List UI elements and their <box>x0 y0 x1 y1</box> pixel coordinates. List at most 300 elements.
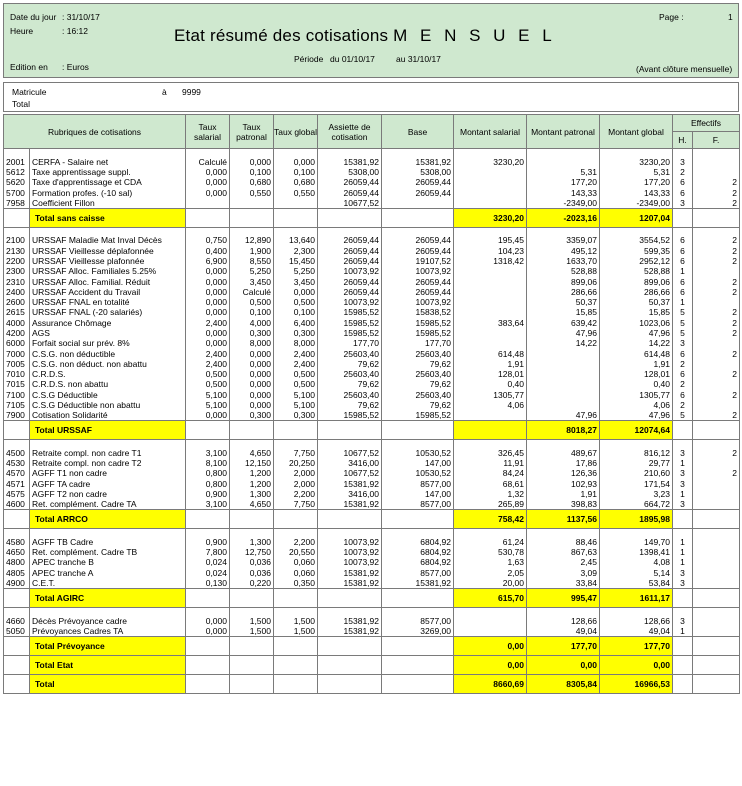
spacer-cell <box>693 149 740 157</box>
total-empty <box>230 421 274 440</box>
matricule-value: 9999 <box>182 87 201 97</box>
row-montant-salarial <box>454 187 527 197</box>
row-code: 7005 <box>4 359 30 369</box>
total-montant-global: 177,70 <box>600 636 673 655</box>
row-taux-global: 1,500 <box>274 615 318 625</box>
total-empty <box>693 510 740 529</box>
row-code: 7900 <box>4 410 30 421</box>
row-montant-patronal: 47,96 <box>527 410 600 421</box>
row-effectif-f <box>693 578 740 589</box>
total-montant-global: 12074,64 <box>600 421 673 440</box>
row-base: 25603,40 <box>382 390 454 400</box>
row-effectif-h: 5 <box>673 318 693 328</box>
total-label: Total ARRCO <box>30 510 186 529</box>
spacer-cell <box>186 529 230 537</box>
total-montant-global: 1611,17 <box>600 588 673 607</box>
row-effectif-h: 3 <box>673 468 693 478</box>
row-assiette: 79,62 <box>318 400 382 410</box>
row-montant-salarial: 2,05 <box>454 568 527 578</box>
row-effectif-f: 2 <box>693 256 740 266</box>
spacer-cell <box>527 149 600 157</box>
spacer-cell <box>673 149 693 157</box>
row-effectif-h: 2 <box>673 379 693 389</box>
total-empty <box>274 421 318 440</box>
row-montant-global: 286,66 <box>600 287 673 297</box>
row-base: 147,00 <box>382 489 454 499</box>
total-montant-global: 0,00 <box>600 655 673 674</box>
row-taux-patronal: 1,200 <box>230 479 274 489</box>
table-row <box>4 157 740 167</box>
spacer-cell <box>382 529 454 537</box>
total-row <box>4 208 740 227</box>
row-label: C.S.G. non déduct. non abattu <box>30 359 186 369</box>
row-effectif-f <box>693 499 740 510</box>
row-code: 2300 <box>4 266 30 276</box>
row-montant-salarial: 1,63 <box>454 557 527 567</box>
row-code: 2001 <box>4 157 30 167</box>
row-taux-patronal: 1,500 <box>230 615 274 625</box>
row-taux-salarial: 7,800 <box>186 547 230 557</box>
edition-label: Edition en <box>10 62 48 72</box>
total-empty <box>186 208 230 227</box>
row-base: 15985,52 <box>382 328 454 338</box>
row-taux-global: 7,750 <box>274 448 318 458</box>
table-header <box>4 115 740 149</box>
row-code: 2400 <box>4 287 30 297</box>
row-effectif-f: 2 <box>693 390 740 400</box>
spacer-cell <box>673 440 693 448</box>
total-row <box>4 655 740 674</box>
row-label: AGFF TB Cadre <box>30 537 186 547</box>
row-assiette: 25603,40 <box>318 390 382 400</box>
spacer-cell <box>4 440 30 448</box>
row-effectif-f <box>693 458 740 468</box>
total-montant-salarial: 3230,20 <box>454 208 527 227</box>
row-montant-salarial: 1305,77 <box>454 390 527 400</box>
row-effectif-h: 1 <box>673 266 693 276</box>
row-montant-salarial <box>454 167 527 177</box>
effectifs-f-label: F. <box>712 135 720 145</box>
row-effectif-f <box>693 167 740 177</box>
row-montant-global: 15,85 <box>600 307 673 317</box>
col-effectifs <box>673 115 740 149</box>
table-row <box>4 379 740 389</box>
edition-value: : Euros <box>62 62 89 72</box>
row-taux-patronal: 0,100 <box>230 307 274 317</box>
row-montant-global: 599,35 <box>600 245 673 255</box>
row-taux-patronal: 0,000 <box>230 348 274 358</box>
row-base: 26059,44 <box>382 187 454 197</box>
col-assiette: Assiette de cotisation <box>318 115 382 149</box>
row-code: 2600 <box>4 297 30 307</box>
row-code: 4800 <box>4 557 30 567</box>
row-taux-patronal: 8,000 <box>230 338 274 348</box>
row-effectif-h: 6 <box>673 348 693 358</box>
row-taux-global: 2,300 <box>274 245 318 255</box>
spacer-cell <box>186 607 230 615</box>
row-montant-global: 49,04 <box>600 626 673 637</box>
row-label: URSSAF Alloc. Familiales 5.25% <box>30 266 186 276</box>
total-empty <box>382 636 454 655</box>
row-taux-patronal: 1,300 <box>230 537 274 547</box>
total-row <box>4 421 740 440</box>
total-montant-salarial: 0,00 <box>454 655 527 674</box>
row-label: Retraite compl. non cadre T1 <box>30 448 186 458</box>
time-label: Heure <box>10 26 34 36</box>
row-code: 2615 <box>4 307 30 317</box>
spacer-cell <box>30 440 186 448</box>
spacer-cell <box>230 149 274 157</box>
total-empty <box>230 208 274 227</box>
total-empty <box>382 421 454 440</box>
row-montant-salarial: 3230,20 <box>454 157 527 167</box>
row-montant-global: 816,12 <box>600 448 673 458</box>
row-assiette: 15381,92 <box>318 479 382 489</box>
row-base: 10073,92 <box>382 266 454 276</box>
total-empty <box>230 655 274 674</box>
row-montant-patronal: 398,83 <box>527 499 600 510</box>
row-montant-salarial: 265,89 <box>454 499 527 510</box>
row-assiette: 10677,52 <box>318 468 382 478</box>
total-empty <box>186 655 230 674</box>
table-row <box>4 458 740 468</box>
table-row <box>4 568 740 578</box>
row-taux-salarial: 2,400 <box>186 359 230 369</box>
date-label: Date du jour <box>10 12 57 22</box>
spacer-cell <box>600 149 673 157</box>
row-base: 79,62 <box>382 400 454 410</box>
total-montant-salarial: 0,00 <box>454 636 527 655</box>
row-taux-global: 5,250 <box>274 266 318 276</box>
report-type: M E N S U E L <box>393 26 556 45</box>
row-taux-global: 0,500 <box>274 369 318 379</box>
row-montant-global: 53,84 <box>600 578 673 589</box>
row-effectif-f: 2 <box>693 410 740 421</box>
spacer-cell <box>4 607 30 615</box>
table-row <box>4 448 740 458</box>
row-taux-patronal: 1,200 <box>230 468 274 478</box>
row-effectif-f: 2 <box>693 276 740 286</box>
row-effectif-f <box>693 266 740 276</box>
spacer-cell <box>230 227 274 235</box>
row-base: 26059,44 <box>382 177 454 187</box>
row-taux-global: 0,500 <box>274 297 318 307</box>
row-montant-patronal: 143,33 <box>527 187 600 197</box>
row-montant-patronal: -2349,00 <box>527 198 600 209</box>
row-montant-salarial: 326,45 <box>454 448 527 458</box>
table-row <box>4 547 740 557</box>
row-montant-global: 5,14 <box>600 568 673 578</box>
row-code: 7000 <box>4 348 30 358</box>
row-taux-salarial: 0,800 <box>186 479 230 489</box>
row-taux-patronal: 1,300 <box>230 489 274 499</box>
row-montant-salarial: 4,06 <box>454 400 527 410</box>
row-montant-global: 14,22 <box>600 338 673 348</box>
row-base: 8577,00 <box>382 479 454 489</box>
total-empty <box>274 208 318 227</box>
page-label: Page : <box>659 12 684 22</box>
matricule-label: Matricule <box>12 87 47 97</box>
row-code: 4575 <box>4 489 30 499</box>
row-montant-global: 1023,06 <box>600 318 673 328</box>
row-montant-global: 1,91 <box>600 359 673 369</box>
spacer-cell <box>318 607 382 615</box>
row-montant-salarial <box>454 198 527 209</box>
total-row <box>4 674 740 693</box>
row-taux-patronal: 0,036 <box>230 568 274 578</box>
row-effectif-f: 2 <box>693 198 740 209</box>
row-base: 26059,44 <box>382 287 454 297</box>
table-row <box>4 328 740 338</box>
row-base: 10530,52 <box>382 468 454 478</box>
row-label: AGS <box>30 328 186 338</box>
total-label: Total Etat <box>30 655 186 674</box>
row-taux-global: 5,100 <box>274 400 318 410</box>
row-effectif-h: 3 <box>673 448 693 458</box>
row-taux-global: 2,400 <box>274 359 318 369</box>
row-effectif-f <box>693 489 740 499</box>
spacer-cell <box>382 607 454 615</box>
row-label: Ret. complément. Cadre TB <box>30 547 186 557</box>
total-empty <box>382 510 454 529</box>
row-taux-salarial: 0,750 <box>186 235 230 245</box>
row-label: URSSAF Vieillesse plafonnée <box>30 256 186 266</box>
row-montant-global: 0,40 <box>600 379 673 389</box>
row-base: 25603,40 <box>382 369 454 379</box>
row-assiette: 177,70 <box>318 338 382 348</box>
row-montant-salarial <box>454 615 527 625</box>
row-code: 4660 <box>4 615 30 625</box>
row-base: 5308,00 <box>382 167 454 177</box>
row-label: Forfait social sur prév. 8% <box>30 338 186 348</box>
row-effectif-f <box>693 379 740 389</box>
row-base: 8577,00 <box>382 615 454 625</box>
table-row <box>4 489 740 499</box>
total-empty <box>318 208 382 227</box>
table-row <box>4 537 740 547</box>
spacer-row <box>4 607 740 615</box>
row-label: Ret. complément. Cadre TA <box>30 499 186 510</box>
period-to: au 31/10/17 <box>396 54 441 64</box>
row-base: 79,62 <box>382 359 454 369</box>
row-taux-patronal: 12,750 <box>230 547 274 557</box>
row-taux-salarial: 0,000 <box>186 328 230 338</box>
total-empty <box>274 655 318 674</box>
spacer-cell <box>318 529 382 537</box>
table-row <box>4 348 740 358</box>
spacer-cell <box>693 529 740 537</box>
row-montant-patronal: 899,06 <box>527 276 600 286</box>
row-taux-global: 2,000 <box>274 468 318 478</box>
total-montant-patronal: 8018,27 <box>527 421 600 440</box>
total-montant-patronal: 1137,56 <box>527 510 600 529</box>
spacer-cell <box>673 529 693 537</box>
spacer-cell <box>318 227 382 235</box>
row-taux-salarial: 6,900 <box>186 256 230 266</box>
total-empty <box>318 636 382 655</box>
row-montant-patronal: 126,36 <box>527 468 600 478</box>
row-taux-patronal: 0,000 <box>230 390 274 400</box>
total-empty <box>673 588 693 607</box>
spacer-cell <box>382 149 454 157</box>
row-taux-salarial: 2,400 <box>186 318 230 328</box>
cotisations-table <box>3 114 740 694</box>
row-assiette: 15381,92 <box>318 568 382 578</box>
row-montant-patronal: 867,63 <box>527 547 600 557</box>
row-effectif-f <box>693 359 740 369</box>
row-effectif-h: 1 <box>673 547 693 557</box>
row-effectif-f: 2 <box>693 177 740 187</box>
total-spacer <box>4 588 30 607</box>
row-montant-patronal <box>527 390 600 400</box>
row-effectif-h: 3 <box>673 157 693 167</box>
row-montant-global: 128,01 <box>600 369 673 379</box>
table-row <box>4 235 740 245</box>
row-montant-global: 899,06 <box>600 276 673 286</box>
row-base: 10530,52 <box>382 448 454 458</box>
row-montant-salarial: 383,64 <box>454 318 527 328</box>
row-effectif-f <box>693 615 740 625</box>
row-taux-global: 0,100 <box>274 307 318 317</box>
row-assiette: 15985,52 <box>318 318 382 328</box>
total-empty <box>186 421 230 440</box>
row-montant-salarial: 128,01 <box>454 369 527 379</box>
row-assiette: 15985,52 <box>318 328 382 338</box>
row-taux-patronal: 0,000 <box>230 157 274 167</box>
row-base: 3269,00 <box>382 626 454 637</box>
row-taux-patronal: 3,450 <box>230 276 274 286</box>
table-row <box>4 187 740 197</box>
spacer-row <box>4 529 740 537</box>
total-empty <box>186 510 230 529</box>
row-taux-salarial: 0,800 <box>186 468 230 478</box>
row-assiette: 3416,00 <box>318 489 382 499</box>
row-label: URSSAF Vieillesse déplafonnée <box>30 245 186 255</box>
row-label: Coefficient Fillon <box>30 198 186 209</box>
row-effectif-h: 6 <box>673 287 693 297</box>
spacer-cell <box>30 529 186 537</box>
spacer-cell <box>693 227 740 235</box>
total-empty <box>693 674 740 693</box>
row-taux-patronal: 0,220 <box>230 578 274 589</box>
row-effectif-f <box>693 626 740 637</box>
total-spacer <box>4 636 30 655</box>
row-effectif-h: 6 <box>673 177 693 187</box>
total-label: Total Prévoyance <box>30 636 186 655</box>
spacer-cell <box>186 440 230 448</box>
total-spacer <box>4 421 30 440</box>
row-label: Retraite compl. non cadre T2 <box>30 458 186 468</box>
row-taux-patronal: 8,550 <box>230 256 274 266</box>
row-assiette: 15985,52 <box>318 410 382 421</box>
row-assiette: 10073,92 <box>318 547 382 557</box>
total-spacer <box>4 655 30 674</box>
row-effectif-f: 2 <box>693 287 740 297</box>
spacer-cell <box>30 227 186 235</box>
total-spacer <box>4 510 30 529</box>
col-taux-patronal: Taux patronal <box>230 115 274 149</box>
row-assiette: 26059,44 <box>318 256 382 266</box>
row-effectif-h: 3 <box>673 578 693 589</box>
row-label: C.R.D.S. non abattu <box>30 379 186 389</box>
row-montant-patronal: 528,88 <box>527 266 600 276</box>
total-montant-patronal: 8305,84 <box>527 674 600 693</box>
total-empty <box>274 510 318 529</box>
row-assiette: 5308,00 <box>318 167 382 177</box>
row-effectif-h: 1 <box>673 557 693 567</box>
row-montant-salarial <box>454 338 527 348</box>
row-taux-global: 2,200 <box>274 489 318 499</box>
total-montant-global: 16966,53 <box>600 674 673 693</box>
total-empty <box>673 674 693 693</box>
row-assiette: 15381,92 <box>318 499 382 510</box>
spacer-cell <box>527 227 600 235</box>
total-empty <box>186 636 230 655</box>
row-montant-salarial <box>454 307 527 317</box>
row-taux-salarial: 3,100 <box>186 448 230 458</box>
row-effectif-f <box>693 547 740 557</box>
row-taux-patronal: 12,890 <box>230 235 274 245</box>
row-base: 26059,44 <box>382 276 454 286</box>
row-effectif-h: 5 <box>673 410 693 421</box>
spacer-cell <box>274 607 318 615</box>
row-effectif-h: 3 <box>673 615 693 625</box>
total-empty <box>673 208 693 227</box>
row-effectif-h: 5 <box>673 307 693 317</box>
row-taux-global: 15,450 <box>274 256 318 266</box>
row-code: 4571 <box>4 479 30 489</box>
row-base: 15985,52 <box>382 410 454 421</box>
row-montant-patronal: 15,85 <box>527 307 600 317</box>
table-row <box>4 266 740 276</box>
row-assiette: 26059,44 <box>318 177 382 187</box>
total-empty <box>230 674 274 693</box>
row-label: C.S.G Déductible non abattu <box>30 400 186 410</box>
row-taux-salarial: 0,000 <box>186 615 230 625</box>
total-empty <box>318 674 382 693</box>
total-label: Total <box>30 674 186 693</box>
row-taux-salarial: 0,000 <box>186 307 230 317</box>
row-taux-global: 0,000 <box>274 157 318 167</box>
row-label: URSSAF Accident du Travail <box>30 287 186 297</box>
row-effectif-h: 6 <box>673 187 693 197</box>
spacer-cell <box>318 440 382 448</box>
spacer-cell <box>454 529 527 537</box>
row-base: 6804,92 <box>382 557 454 567</box>
row-montant-patronal <box>527 348 600 358</box>
total-empty <box>693 588 740 607</box>
row-code: 5700 <box>4 187 30 197</box>
spacer-cell <box>600 440 673 448</box>
row-taux-patronal: 0,000 <box>230 379 274 389</box>
row-taux-global: 2,200 <box>274 537 318 547</box>
matricule-separator: à <box>162 87 167 97</box>
row-label: Taxe d'apprentissage et CDA <box>30 177 186 187</box>
row-label: C.S.G. non déductible <box>30 348 186 358</box>
row-taux-global: 0,500 <box>274 379 318 389</box>
row-montant-patronal: 495,12 <box>527 245 600 255</box>
row-montant-patronal <box>527 157 600 167</box>
row-montant-salarial <box>454 266 527 276</box>
row-assiette: 10073,92 <box>318 297 382 307</box>
row-effectif-h: 1 <box>673 489 693 499</box>
row-base: 8577,00 <box>382 499 454 510</box>
row-montant-patronal: 639,42 <box>527 318 600 328</box>
row-taux-patronal: 0,000 <box>230 359 274 369</box>
row-code: 2100 <box>4 235 30 245</box>
row-taux-salarial: 3,100 <box>186 499 230 510</box>
row-taux-global: 1,500 <box>274 626 318 637</box>
